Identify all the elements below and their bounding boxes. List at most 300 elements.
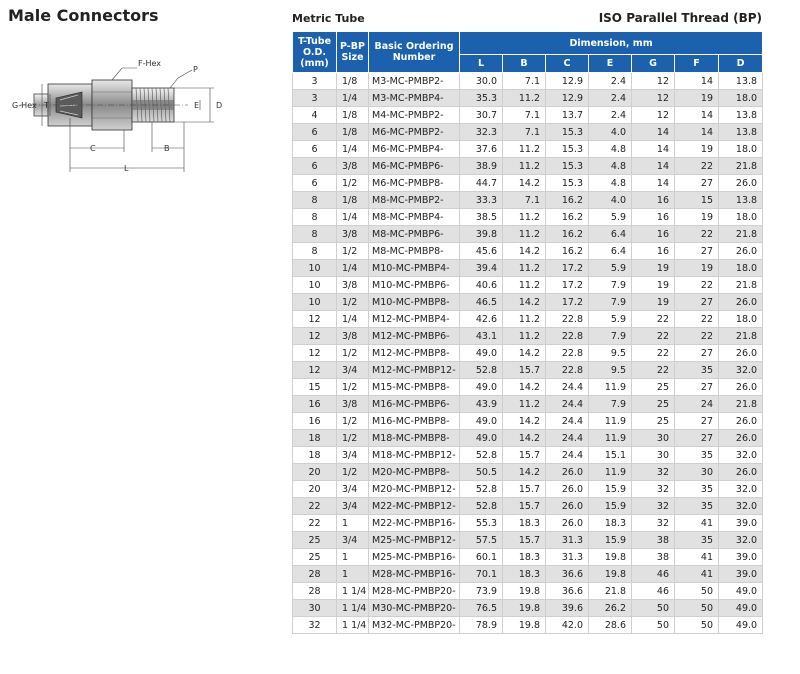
- cell-dim-f: 35: [675, 532, 719, 549]
- cell-dim-l: 37.6: [460, 141, 503, 158]
- table-row: [293, 294, 763, 311]
- cell-dim-e: 7.9: [589, 328, 632, 345]
- cell-dim-b: 14.2: [503, 175, 546, 192]
- cell-ordering-number: M20-MC-PMBP8-: [369, 464, 460, 481]
- cell-pbp-size: 1: [337, 566, 369, 583]
- cell-pbp-size: 3/8: [337, 158, 369, 175]
- cell-dim-f: 19: [675, 260, 719, 277]
- cell-pbp-size: 3/4: [337, 532, 369, 549]
- cell-tube-od: 6: [293, 124, 337, 141]
- cell-dim-c: 16.2: [546, 226, 589, 243]
- cell-pbp-size: 3/4: [337, 362, 369, 379]
- cell-dim-d: 26.0: [719, 464, 763, 481]
- cell-pbp-size: 1/8: [337, 73, 369, 90]
- cell-dim-l: 55.3: [460, 515, 503, 532]
- cell-pbp-size: 3/4: [337, 481, 369, 498]
- cell-dim-g: 16: [632, 243, 675, 260]
- cell-dim-g: 19: [632, 277, 675, 294]
- cell-ordering-number: M12-MC-PMBP8-: [369, 345, 460, 362]
- cell-ordering-number: M20-MC-PMBP12-: [369, 481, 460, 498]
- header-d: D: [719, 55, 763, 73]
- cell-dim-e: 2.4: [589, 107, 632, 124]
- cell-dim-g: 16: [632, 209, 675, 226]
- cell-ordering-number: M3-MC-PMBP2-: [369, 73, 460, 90]
- cell-dim-c: 15.3: [546, 141, 589, 158]
- cell-dim-c: 16.2: [546, 192, 589, 209]
- cell-dim-d: 21.8: [719, 158, 763, 175]
- header-f: F: [675, 55, 719, 73]
- table-row: [293, 90, 763, 107]
- cell-dim-c: 12.9: [546, 90, 589, 107]
- cell-dim-l: 46.5: [460, 294, 503, 311]
- cell-dim-d: 18.0: [719, 260, 763, 277]
- cell-dim-e: 18.3: [589, 515, 632, 532]
- cell-dim-b: 15.7: [503, 447, 546, 464]
- cell-pbp-size: 1/8: [337, 124, 369, 141]
- cell-dim-e: 4.8: [589, 158, 632, 175]
- table-row: [293, 175, 763, 192]
- cell-dim-c: 24.4: [546, 396, 589, 413]
- cell-dim-g: 14: [632, 175, 675, 192]
- cell-dim-c: 31.3: [546, 549, 589, 566]
- cell-dim-e: 11.9: [589, 379, 632, 396]
- table-row: [293, 141, 763, 158]
- cell-dim-d: 32.0: [719, 532, 763, 549]
- cell-tube-od: 18: [293, 447, 337, 464]
- cell-dim-f: 30: [675, 464, 719, 481]
- table-row: [293, 532, 763, 549]
- e-label: E: [194, 101, 200, 110]
- header-dimension: Dimension, mm: [460, 32, 763, 55]
- table-row: [293, 243, 763, 260]
- cell-tube-od: 12: [293, 311, 337, 328]
- cell-dim-l: 50.5: [460, 464, 503, 481]
- cell-dim-f: 35: [675, 447, 719, 464]
- cell-dim-d: 13.8: [719, 192, 763, 209]
- cell-dim-c: 42.0: [546, 617, 589, 634]
- table-row: [293, 481, 763, 498]
- cell-dim-c: 31.3: [546, 532, 589, 549]
- cell-ordering-number: M16-MC-PMBP6-: [369, 396, 460, 413]
- cell-dim-g: 25: [632, 396, 675, 413]
- cell-pbp-size: 1 1/4: [337, 583, 369, 600]
- cell-tube-od: 25: [293, 549, 337, 566]
- table-row: [293, 413, 763, 430]
- cell-dim-g: 12: [632, 107, 675, 124]
- c-label: C: [90, 144, 96, 153]
- cell-dim-e: 2.4: [589, 90, 632, 107]
- cell-dim-f: 22: [675, 277, 719, 294]
- cell-dim-d: 26.0: [719, 175, 763, 192]
- cell-pbp-size: 1/4: [337, 311, 369, 328]
- cell-dim-g: 22: [632, 311, 675, 328]
- cell-dim-e: 5.9: [589, 311, 632, 328]
- cell-dim-l: 73.9: [460, 583, 503, 600]
- cell-dim-f: 27: [675, 413, 719, 430]
- cell-dim-g: 22: [632, 345, 675, 362]
- cell-tube-od: 8: [293, 226, 337, 243]
- cell-dim-f: 22: [675, 226, 719, 243]
- cell-dim-f: 19: [675, 209, 719, 226]
- cell-ordering-number: M6-MC-PMBP8-: [369, 175, 460, 192]
- cell-dim-g: 19: [632, 260, 675, 277]
- cell-dim-d: 39.0: [719, 566, 763, 583]
- cell-pbp-size: 3/8: [337, 226, 369, 243]
- cell-dim-b: 11.2: [503, 260, 546, 277]
- cell-ordering-number: M4-MC-PMBP2-: [369, 107, 460, 124]
- cell-tube-od: 8: [293, 243, 337, 260]
- cell-tube-od: 30: [293, 600, 337, 617]
- page-title: Male Connectors: [8, 6, 159, 25]
- cell-dim-b: 15.7: [503, 481, 546, 498]
- cell-dim-f: 22: [675, 311, 719, 328]
- cell-ordering-number: M12-MC-PMBP6-: [369, 328, 460, 345]
- cell-dim-l: 38.5: [460, 209, 503, 226]
- cell-dim-c: 26.0: [546, 481, 589, 498]
- header-e: E: [589, 55, 632, 73]
- table-row: [293, 328, 763, 345]
- cell-dim-l: 49.0: [460, 413, 503, 430]
- cell-dim-e: 2.4: [589, 73, 632, 90]
- cell-pbp-size: 1 1/4: [337, 617, 369, 634]
- cell-ordering-number: M6-MC-PMBP6-: [369, 158, 460, 175]
- cell-dim-f: 15: [675, 192, 719, 209]
- cell-dim-b: 14.2: [503, 430, 546, 447]
- cell-pbp-size: 1: [337, 549, 369, 566]
- cell-dim-c: 24.4: [546, 447, 589, 464]
- cell-tube-od: 15: [293, 379, 337, 396]
- cell-dim-l: 52.8: [460, 481, 503, 498]
- table-row: [293, 362, 763, 379]
- cell-ordering-number: M3-MC-PMBP4-: [369, 90, 460, 107]
- cell-dim-e: 15.9: [589, 532, 632, 549]
- cell-dim-g: 14: [632, 158, 675, 175]
- cell-dim-f: 35: [675, 498, 719, 515]
- table-row: [293, 226, 763, 243]
- cell-dim-f: 27: [675, 430, 719, 447]
- cell-dim-e: 19.8: [589, 549, 632, 566]
- cell-pbp-size: 1/2: [337, 379, 369, 396]
- cell-dim-b: 7.1: [503, 107, 546, 124]
- cell-dim-g: 14: [632, 124, 675, 141]
- cell-dim-c: 36.6: [546, 566, 589, 583]
- cell-tube-od: 6: [293, 175, 337, 192]
- cell-dim-e: 15.9: [589, 481, 632, 498]
- cell-ordering-number: M15-MC-PMBP8-: [369, 379, 460, 396]
- cell-dim-d: 32.0: [719, 362, 763, 379]
- cell-dim-f: 27: [675, 294, 719, 311]
- cell-dim-b: 18.3: [503, 515, 546, 532]
- table-row: [293, 345, 763, 362]
- cell-tube-od: 32: [293, 617, 337, 634]
- table-caption-left: Metric Tube: [292, 12, 365, 25]
- cell-tube-od: 12: [293, 345, 337, 362]
- cell-pbp-size: 1/4: [337, 260, 369, 277]
- cell-dim-c: 15.3: [546, 124, 589, 141]
- cell-dim-d: 32.0: [719, 447, 763, 464]
- header-pbp-size: P-BP Size: [337, 32, 369, 73]
- table-row: [293, 498, 763, 515]
- cell-dim-f: 27: [675, 379, 719, 396]
- cell-ordering-number: M12-MC-PMBP12-: [369, 362, 460, 379]
- cell-dim-f: 35: [675, 362, 719, 379]
- cell-dim-c: 22.8: [546, 345, 589, 362]
- cell-dim-c: 17.2: [546, 277, 589, 294]
- cell-dim-d: 21.8: [719, 277, 763, 294]
- cell-dim-e: 19.8: [589, 566, 632, 583]
- cell-tube-od: 20: [293, 481, 337, 498]
- cell-dim-l: 70.1: [460, 566, 503, 583]
- cell-pbp-size: 1/8: [337, 107, 369, 124]
- cell-dim-e: 15.9: [589, 498, 632, 515]
- cell-dim-l: 60.1: [460, 549, 503, 566]
- cell-tube-od: 4: [293, 107, 337, 124]
- cell-dim-c: 16.2: [546, 209, 589, 226]
- cell-dim-g: 32: [632, 481, 675, 498]
- cell-dim-l: 44.7: [460, 175, 503, 192]
- cell-tube-od: 20: [293, 464, 337, 481]
- cell-dim-e: 4.8: [589, 141, 632, 158]
- f-hex-label: F-Hex: [138, 59, 162, 68]
- cell-dim-f: 14: [675, 107, 719, 124]
- table-row: [293, 277, 763, 294]
- cell-dim-c: 22.8: [546, 311, 589, 328]
- cell-dim-e: 28.6: [589, 617, 632, 634]
- cell-dim-b: 19.8: [503, 583, 546, 600]
- cell-dim-c: 13.7: [546, 107, 589, 124]
- cell-ordering-number: M22-MC-PMBP12-: [369, 498, 460, 515]
- cell-dim-f: 50: [675, 583, 719, 600]
- cell-dim-b: 19.8: [503, 600, 546, 617]
- cell-dim-e: 4.8: [589, 175, 632, 192]
- header-b: B: [503, 55, 546, 73]
- cell-tube-od: 3: [293, 90, 337, 107]
- cell-dim-d: 26.0: [719, 379, 763, 396]
- connector-diagram: [12, 48, 252, 188]
- cell-dim-f: 22: [675, 158, 719, 175]
- cell-dim-l: 76.5: [460, 600, 503, 617]
- cell-dim-g: 32: [632, 464, 675, 481]
- p-label: P: [193, 65, 198, 74]
- cell-dim-g: 14: [632, 141, 675, 158]
- cell-dim-b: 15.7: [503, 532, 546, 549]
- cell-dim-g: 50: [632, 617, 675, 634]
- cell-dim-g: 30: [632, 430, 675, 447]
- cell-pbp-size: 1/8: [337, 192, 369, 209]
- table-row: [293, 107, 763, 124]
- cell-dim-g: 32: [632, 515, 675, 532]
- cell-dim-c: 24.4: [546, 430, 589, 447]
- cell-ordering-number: M10-MC-PMBP4-: [369, 260, 460, 277]
- cell-ordering-number: M22-MC-PMBP16-: [369, 515, 460, 532]
- g-hex-label: G-Hex: [12, 101, 37, 110]
- cell-dim-b: 11.2: [503, 90, 546, 107]
- cell-dim-g: 16: [632, 192, 675, 209]
- cell-dim-d: 13.8: [719, 73, 763, 90]
- cell-ordering-number: M8-MC-PMBP4-: [369, 209, 460, 226]
- table-row: [293, 73, 763, 90]
- cell-dim-b: 14.2: [503, 379, 546, 396]
- table-row: [293, 600, 763, 617]
- cell-dim-l: 35.3: [460, 90, 503, 107]
- cell-dim-g: 46: [632, 583, 675, 600]
- table-row: [293, 260, 763, 277]
- cell-dim-c: 36.6: [546, 583, 589, 600]
- cell-dim-b: 15.7: [503, 362, 546, 379]
- header-l: L: [460, 55, 503, 73]
- cell-dim-b: 11.2: [503, 311, 546, 328]
- cell-ordering-number: M30-MC-PMBP20-: [369, 600, 460, 617]
- cell-dim-d: 26.0: [719, 413, 763, 430]
- cell-dim-d: 13.8: [719, 124, 763, 141]
- cell-dim-g: 16: [632, 226, 675, 243]
- cell-tube-od: 10: [293, 277, 337, 294]
- cell-dim-g: 25: [632, 413, 675, 430]
- cell-pbp-size: 1/2: [337, 430, 369, 447]
- cell-dim-f: 14: [675, 73, 719, 90]
- cell-dim-e: 21.8: [589, 583, 632, 600]
- cell-dim-b: 14.2: [503, 413, 546, 430]
- cell-pbp-size: 1/2: [337, 294, 369, 311]
- cell-dim-e: 9.5: [589, 362, 632, 379]
- cell-ordering-number: M10-MC-PMBP6-: [369, 277, 460, 294]
- cell-dim-c: 15.3: [546, 175, 589, 192]
- table-row: [293, 158, 763, 175]
- cell-dim-l: 39.8: [460, 226, 503, 243]
- cell-dim-c: 16.2: [546, 243, 589, 260]
- cell-pbp-size: 3/4: [337, 498, 369, 515]
- cell-dim-c: 24.4: [546, 379, 589, 396]
- cell-dim-l: 78.9: [460, 617, 503, 634]
- b-label: B: [164, 144, 170, 153]
- cell-dim-e: 4.0: [589, 192, 632, 209]
- cell-dim-d: 21.8: [719, 396, 763, 413]
- cell-dim-d: 39.0: [719, 515, 763, 532]
- cell-dim-d: 49.0: [719, 600, 763, 617]
- cell-tube-od: 22: [293, 498, 337, 515]
- cell-dim-b: 7.1: [503, 73, 546, 90]
- table-row: [293, 447, 763, 464]
- cell-dim-e: 7.9: [589, 294, 632, 311]
- cell-dim-b: 11.2: [503, 158, 546, 175]
- cell-dim-f: 27: [675, 175, 719, 192]
- cell-tube-od: 16: [293, 396, 337, 413]
- cell-dim-c: 15.3: [546, 158, 589, 175]
- cell-pbp-size: 3/8: [337, 277, 369, 294]
- table-row: [293, 515, 763, 532]
- cell-tube-od: 3: [293, 73, 337, 90]
- cell-pbp-size: 1/2: [337, 243, 369, 260]
- cell-ordering-number: M18-MC-PMBP8-: [369, 430, 460, 447]
- cell-tube-od: 18: [293, 430, 337, 447]
- header-g: G: [632, 55, 675, 73]
- cell-dim-e: 9.5: [589, 345, 632, 362]
- cell-dim-c: 17.2: [546, 260, 589, 277]
- cell-dim-g: 46: [632, 566, 675, 583]
- cell-dim-d: 21.8: [719, 328, 763, 345]
- cell-pbp-size: 1/4: [337, 209, 369, 226]
- cell-dim-b: 18.3: [503, 549, 546, 566]
- cell-ordering-number: M28-MC-PMBP16-: [369, 566, 460, 583]
- cell-dim-l: 45.6: [460, 243, 503, 260]
- cell-ordering-number: M6-MC-PMBP2-: [369, 124, 460, 141]
- cell-tube-od: 10: [293, 294, 337, 311]
- cell-ordering-number: M6-MC-PMBP4-: [369, 141, 460, 158]
- cell-dim-l: 49.0: [460, 379, 503, 396]
- cell-dim-e: 7.9: [589, 396, 632, 413]
- cell-dim-l: 39.4: [460, 260, 503, 277]
- cell-dim-l: 49.0: [460, 345, 503, 362]
- cell-dim-b: 11.2: [503, 226, 546, 243]
- cell-dim-d: 26.0: [719, 430, 763, 447]
- cell-dim-b: 11.2: [503, 396, 546, 413]
- table-row: [293, 124, 763, 141]
- cell-dim-l: 52.8: [460, 498, 503, 515]
- cell-dim-f: 41: [675, 566, 719, 583]
- cell-dim-f: 50: [675, 617, 719, 634]
- cell-tube-od: 28: [293, 566, 337, 583]
- cell-tube-od: 16: [293, 413, 337, 430]
- cell-dim-b: 7.1: [503, 124, 546, 141]
- header-basic-ordering: Basic Ordering Number: [369, 32, 460, 73]
- cell-dim-b: 14.2: [503, 464, 546, 481]
- cell-dim-d: 21.8: [719, 226, 763, 243]
- table-row: [293, 549, 763, 566]
- cell-dim-d: 18.0: [719, 90, 763, 107]
- cell-dim-f: 50: [675, 600, 719, 617]
- cell-dim-g: 32: [632, 498, 675, 515]
- cell-ordering-number: M16-MC-PMBP8-: [369, 413, 460, 430]
- cell-dim-e: 5.9: [589, 260, 632, 277]
- cell-dim-l: 32.3: [460, 124, 503, 141]
- cell-dim-d: 13.8: [719, 107, 763, 124]
- cell-dim-f: 41: [675, 549, 719, 566]
- cell-dim-l: 30.0: [460, 73, 503, 90]
- cell-ordering-number: M18-MC-PMBP12-: [369, 447, 460, 464]
- cell-dim-g: 22: [632, 328, 675, 345]
- cell-ordering-number: M25-MC-PMBP12-: [369, 532, 460, 549]
- cell-dim-e: 6.4: [589, 226, 632, 243]
- cell-dim-f: 19: [675, 90, 719, 107]
- cell-dim-e: 6.4: [589, 243, 632, 260]
- table-row: [293, 566, 763, 583]
- cell-dim-e: 11.9: [589, 464, 632, 481]
- cell-dim-l: 43.9: [460, 396, 503, 413]
- cell-dim-g: 38: [632, 549, 675, 566]
- cell-dim-g: 25: [632, 379, 675, 396]
- t-label: T: [44, 101, 49, 110]
- table-caption-right: ISO Parallel Thread (BP): [598, 11, 762, 25]
- cell-dim-c: 39.6: [546, 600, 589, 617]
- table-row: [293, 396, 763, 413]
- cell-dim-l: 40.6: [460, 277, 503, 294]
- cell-dim-c: 17.2: [546, 294, 589, 311]
- table-row: [293, 192, 763, 209]
- cell-ordering-number: M12-MC-PMBP4-: [369, 311, 460, 328]
- header-c: C: [546, 55, 589, 73]
- cell-tube-od: 22: [293, 515, 337, 532]
- cell-pbp-size: 1/2: [337, 345, 369, 362]
- cell-dim-f: 19: [675, 141, 719, 158]
- cell-dim-c: 12.9: [546, 73, 589, 90]
- cell-dim-f: 35: [675, 481, 719, 498]
- l-label: L: [124, 164, 129, 173]
- cell-pbp-size: 1 1/4: [337, 600, 369, 617]
- table-row: [293, 311, 763, 328]
- cell-dim-d: 18.0: [719, 311, 763, 328]
- cell-dim-l: 57.5: [460, 532, 503, 549]
- cell-dim-g: 30: [632, 447, 675, 464]
